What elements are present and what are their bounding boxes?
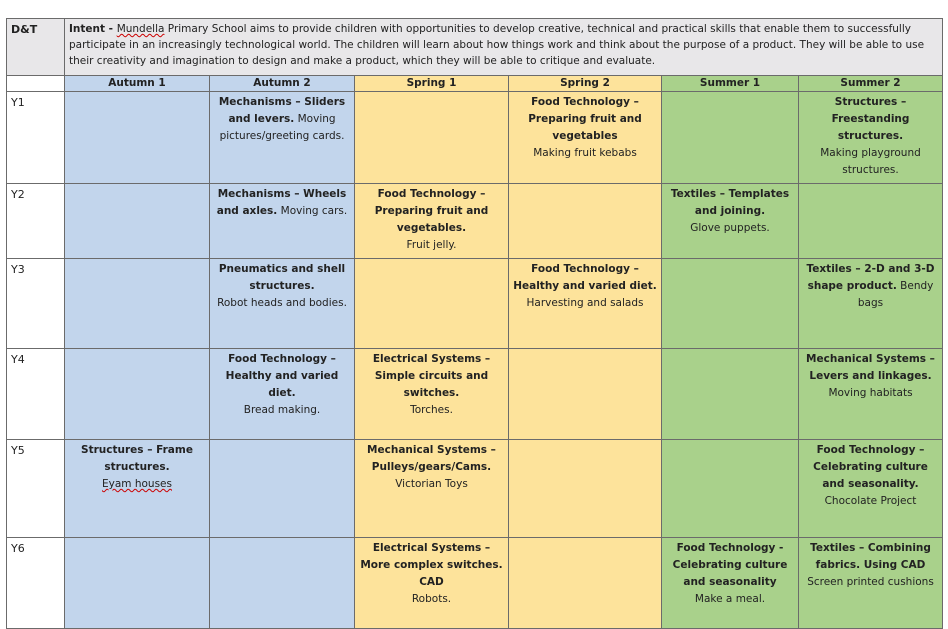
unit-cell: Textiles – 2-D and 3-D shape product. Bendy bags	[799, 259, 943, 349]
curriculum-table	[6, 18, 943, 629]
term-header-summer-1: Summer 1	[662, 76, 799, 92]
unit-cell	[509, 538, 662, 629]
year-row-y3	[7, 259, 943, 349]
year-label: Y1	[7, 92, 65, 184]
unit-cell	[210, 538, 355, 629]
unit-cell: Electrical Systems – More complex switches. CAD Robots.	[355, 538, 509, 629]
unit-cell: Pneumatics and shell structures. Robot heads and bodies.	[210, 259, 355, 349]
intent-prefix: Intent -	[69, 23, 117, 35]
unit-cell	[65, 538, 210, 629]
year-row-y2	[7, 184, 943, 259]
unit-cell: Structures – Frame structures. Eyam houses	[65, 440, 210, 538]
unit-cell	[210, 440, 355, 538]
unit-cell: Food Technology – Preparing fruit and vegetables. Fruit jelly.	[355, 184, 509, 259]
intent-row	[7, 19, 943, 76]
term-header-summer-2: Summer 2	[799, 76, 943, 92]
unit-cell: Food Technology – Healthy and varied diet. Harvesting and salads	[509, 259, 662, 349]
year-row-y5	[7, 440, 943, 538]
term-header-autumn-1: Autumn 1	[65, 76, 210, 92]
year-row-y1	[7, 92, 943, 184]
unit-cell	[509, 349, 662, 440]
year-label: Y6	[7, 538, 65, 629]
unit-cell	[65, 259, 210, 349]
unit-cell: Food Technology – Healthy and varied diet. Bread making.	[210, 349, 355, 440]
unit-cell	[355, 92, 509, 184]
unit-cell	[355, 259, 509, 349]
unit-cell	[799, 184, 943, 259]
year-label: Y4	[7, 349, 65, 440]
year-row-y4	[7, 349, 943, 440]
unit-cell: Food Technology – Celebrating culture and seasonality. Chocolate Project	[799, 440, 943, 538]
unit-cell	[662, 440, 799, 538]
unit-cell	[65, 349, 210, 440]
unit-cell	[509, 440, 662, 538]
term-header-spring-1: Spring 1	[355, 76, 509, 92]
intent-text: Primary School aims to provide children with opportunities to develop creative, technical and practical skills that enable them to successfully participate in an increasingly technological world. The children will learn about how things work and think about the purpose of a product. They will be able to use their creativity and imagination to design and make a product, which they will be able to critique and evaluate.	[69, 23, 925, 67]
unit-cell: Textiles – Combining fabrics. Using CAD Screen printed cushions	[799, 538, 943, 629]
year-label: Y5	[7, 440, 65, 538]
unit-cell: Structures – Freestanding structures. Making playground structures.	[799, 92, 943, 184]
unit-cell: Food Technology – Preparing fruit and vegetables Making fruit kebabs	[509, 92, 662, 184]
curriculum-document	[6, 18, 943, 629]
term-header-spring-2: Spring 2	[509, 76, 662, 92]
unit-cell	[65, 92, 210, 184]
year-label: Y3	[7, 259, 65, 349]
unit-cell: Mechanical Systems – Pulleys/gears/Cams. Victorian Toys	[355, 440, 509, 538]
unit-cell: Mechanisms – Sliders and levers. Moving pictures/greeting cards.	[210, 92, 355, 184]
unit-cell	[662, 259, 799, 349]
intent-statement	[65, 19, 943, 76]
subject-label: D&T	[7, 19, 65, 76]
term-header-autumn-2: Autumn 2	[210, 76, 355, 92]
term-header-row	[7, 76, 943, 92]
unit-cell: Textiles – Templates and joining. Glove puppets.	[662, 184, 799, 259]
unit-cell	[662, 349, 799, 440]
unit-cell: Electrical Systems – Simple circuits and switches. Torches.	[355, 349, 509, 440]
unit-cell	[65, 184, 210, 259]
unit-cell: Food Technology - Celebrating culture and seasonality Make a meal.	[662, 538, 799, 629]
unit-cell	[509, 184, 662, 259]
year-row-y6	[7, 538, 943, 629]
unit-cell	[662, 92, 799, 184]
unit-cell: Mechanisms – Wheels and axles. Moving cars.	[210, 184, 355, 259]
year-label: Y2	[7, 184, 65, 259]
school-name: Mundella	[116, 23, 165, 35]
corner-cell	[7, 76, 65, 92]
unit-cell: Mechanical Systems – Levers and linkages. Moving habitats	[799, 349, 943, 440]
